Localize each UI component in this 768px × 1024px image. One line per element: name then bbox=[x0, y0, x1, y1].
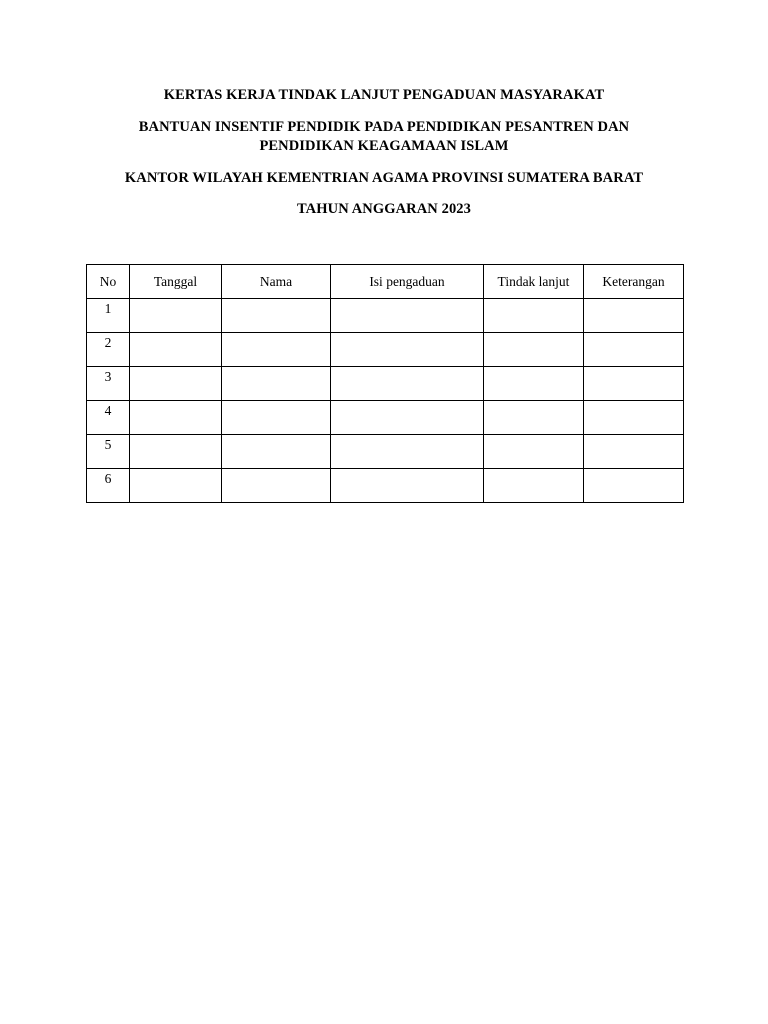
cell-nama bbox=[222, 367, 331, 401]
row-number: 6 bbox=[87, 469, 130, 503]
cell-keterangan bbox=[584, 367, 684, 401]
cell-tindak-lanjut bbox=[484, 299, 584, 333]
cell-tindak-lanjut bbox=[484, 401, 584, 435]
table-header-row bbox=[87, 265, 684, 299]
cell-keterangan bbox=[584, 469, 684, 503]
row-number: 1 bbox=[87, 299, 130, 333]
header-keterangan: Keterangan bbox=[584, 265, 684, 299]
cell-tindak-lanjut bbox=[484, 367, 584, 401]
cell-keterangan bbox=[584, 333, 684, 367]
table-row bbox=[87, 435, 684, 469]
cell-isi-pengaduan bbox=[331, 367, 484, 401]
subtitle-line-2: PENDIDIKAN KEAGAMAAN ISLAM bbox=[259, 138, 509, 154]
cell-nama bbox=[222, 469, 331, 503]
table-row bbox=[87, 333, 684, 367]
table-row bbox=[87, 469, 684, 503]
table-row bbox=[87, 299, 684, 333]
header-no: No bbox=[87, 265, 130, 299]
table-row bbox=[87, 367, 684, 401]
cell-isi-pengaduan bbox=[331, 469, 484, 503]
cell-tanggal bbox=[130, 435, 222, 469]
cell-tanggal bbox=[130, 299, 222, 333]
header-tindak-lanjut: Tindak lanjut bbox=[484, 265, 584, 299]
row-number: 4 bbox=[87, 401, 130, 435]
row-number: 2 bbox=[87, 333, 130, 367]
cell-tanggal bbox=[130, 367, 222, 401]
row-number: 3 bbox=[87, 367, 130, 401]
cell-keterangan bbox=[584, 299, 684, 333]
header-tanggal: Tanggal bbox=[130, 265, 222, 299]
cell-nama bbox=[222, 435, 331, 469]
cell-isi-pengaduan bbox=[331, 401, 484, 435]
subtitle-line-1: BANTUAN INSENTIF PENDIDIK PADA PENDIDIKAN PESANTREN DAN bbox=[138, 119, 630, 135]
cell-isi-pengaduan bbox=[331, 333, 484, 367]
cell-keterangan bbox=[584, 435, 684, 469]
row-number: 5 bbox=[87, 435, 130, 469]
cell-tanggal bbox=[130, 401, 222, 435]
cell-isi-pengaduan bbox=[331, 435, 484, 469]
cell-nama bbox=[222, 333, 331, 367]
cell-tindak-lanjut bbox=[484, 333, 584, 367]
header-nama: Nama bbox=[222, 265, 331, 299]
cell-nama bbox=[222, 401, 331, 435]
document-title: KERTAS KERJA TINDAK LANJUT PENGADUAN MASYARAKAT bbox=[163, 87, 605, 103]
complaint-table bbox=[86, 264, 684, 503]
cell-tanggal bbox=[130, 333, 222, 367]
table-row bbox=[87, 401, 684, 435]
cell-tanggal bbox=[130, 469, 222, 503]
header-isi-pengaduan: Isi pengaduan bbox=[331, 265, 484, 299]
office-name: KANTOR WILAYAH KEMENTRIAN AGAMA PROVINSI SUMATERA BARAT bbox=[124, 170, 644, 186]
cell-isi-pengaduan bbox=[331, 299, 484, 333]
document-subtitle bbox=[0, 118, 768, 156]
fiscal-year: TAHUN ANGGARAN 2023 bbox=[296, 201, 472, 217]
cell-tindak-lanjut bbox=[484, 435, 584, 469]
cell-keterangan bbox=[584, 401, 684, 435]
cell-tindak-lanjut bbox=[484, 469, 584, 503]
cell-nama bbox=[222, 299, 331, 333]
